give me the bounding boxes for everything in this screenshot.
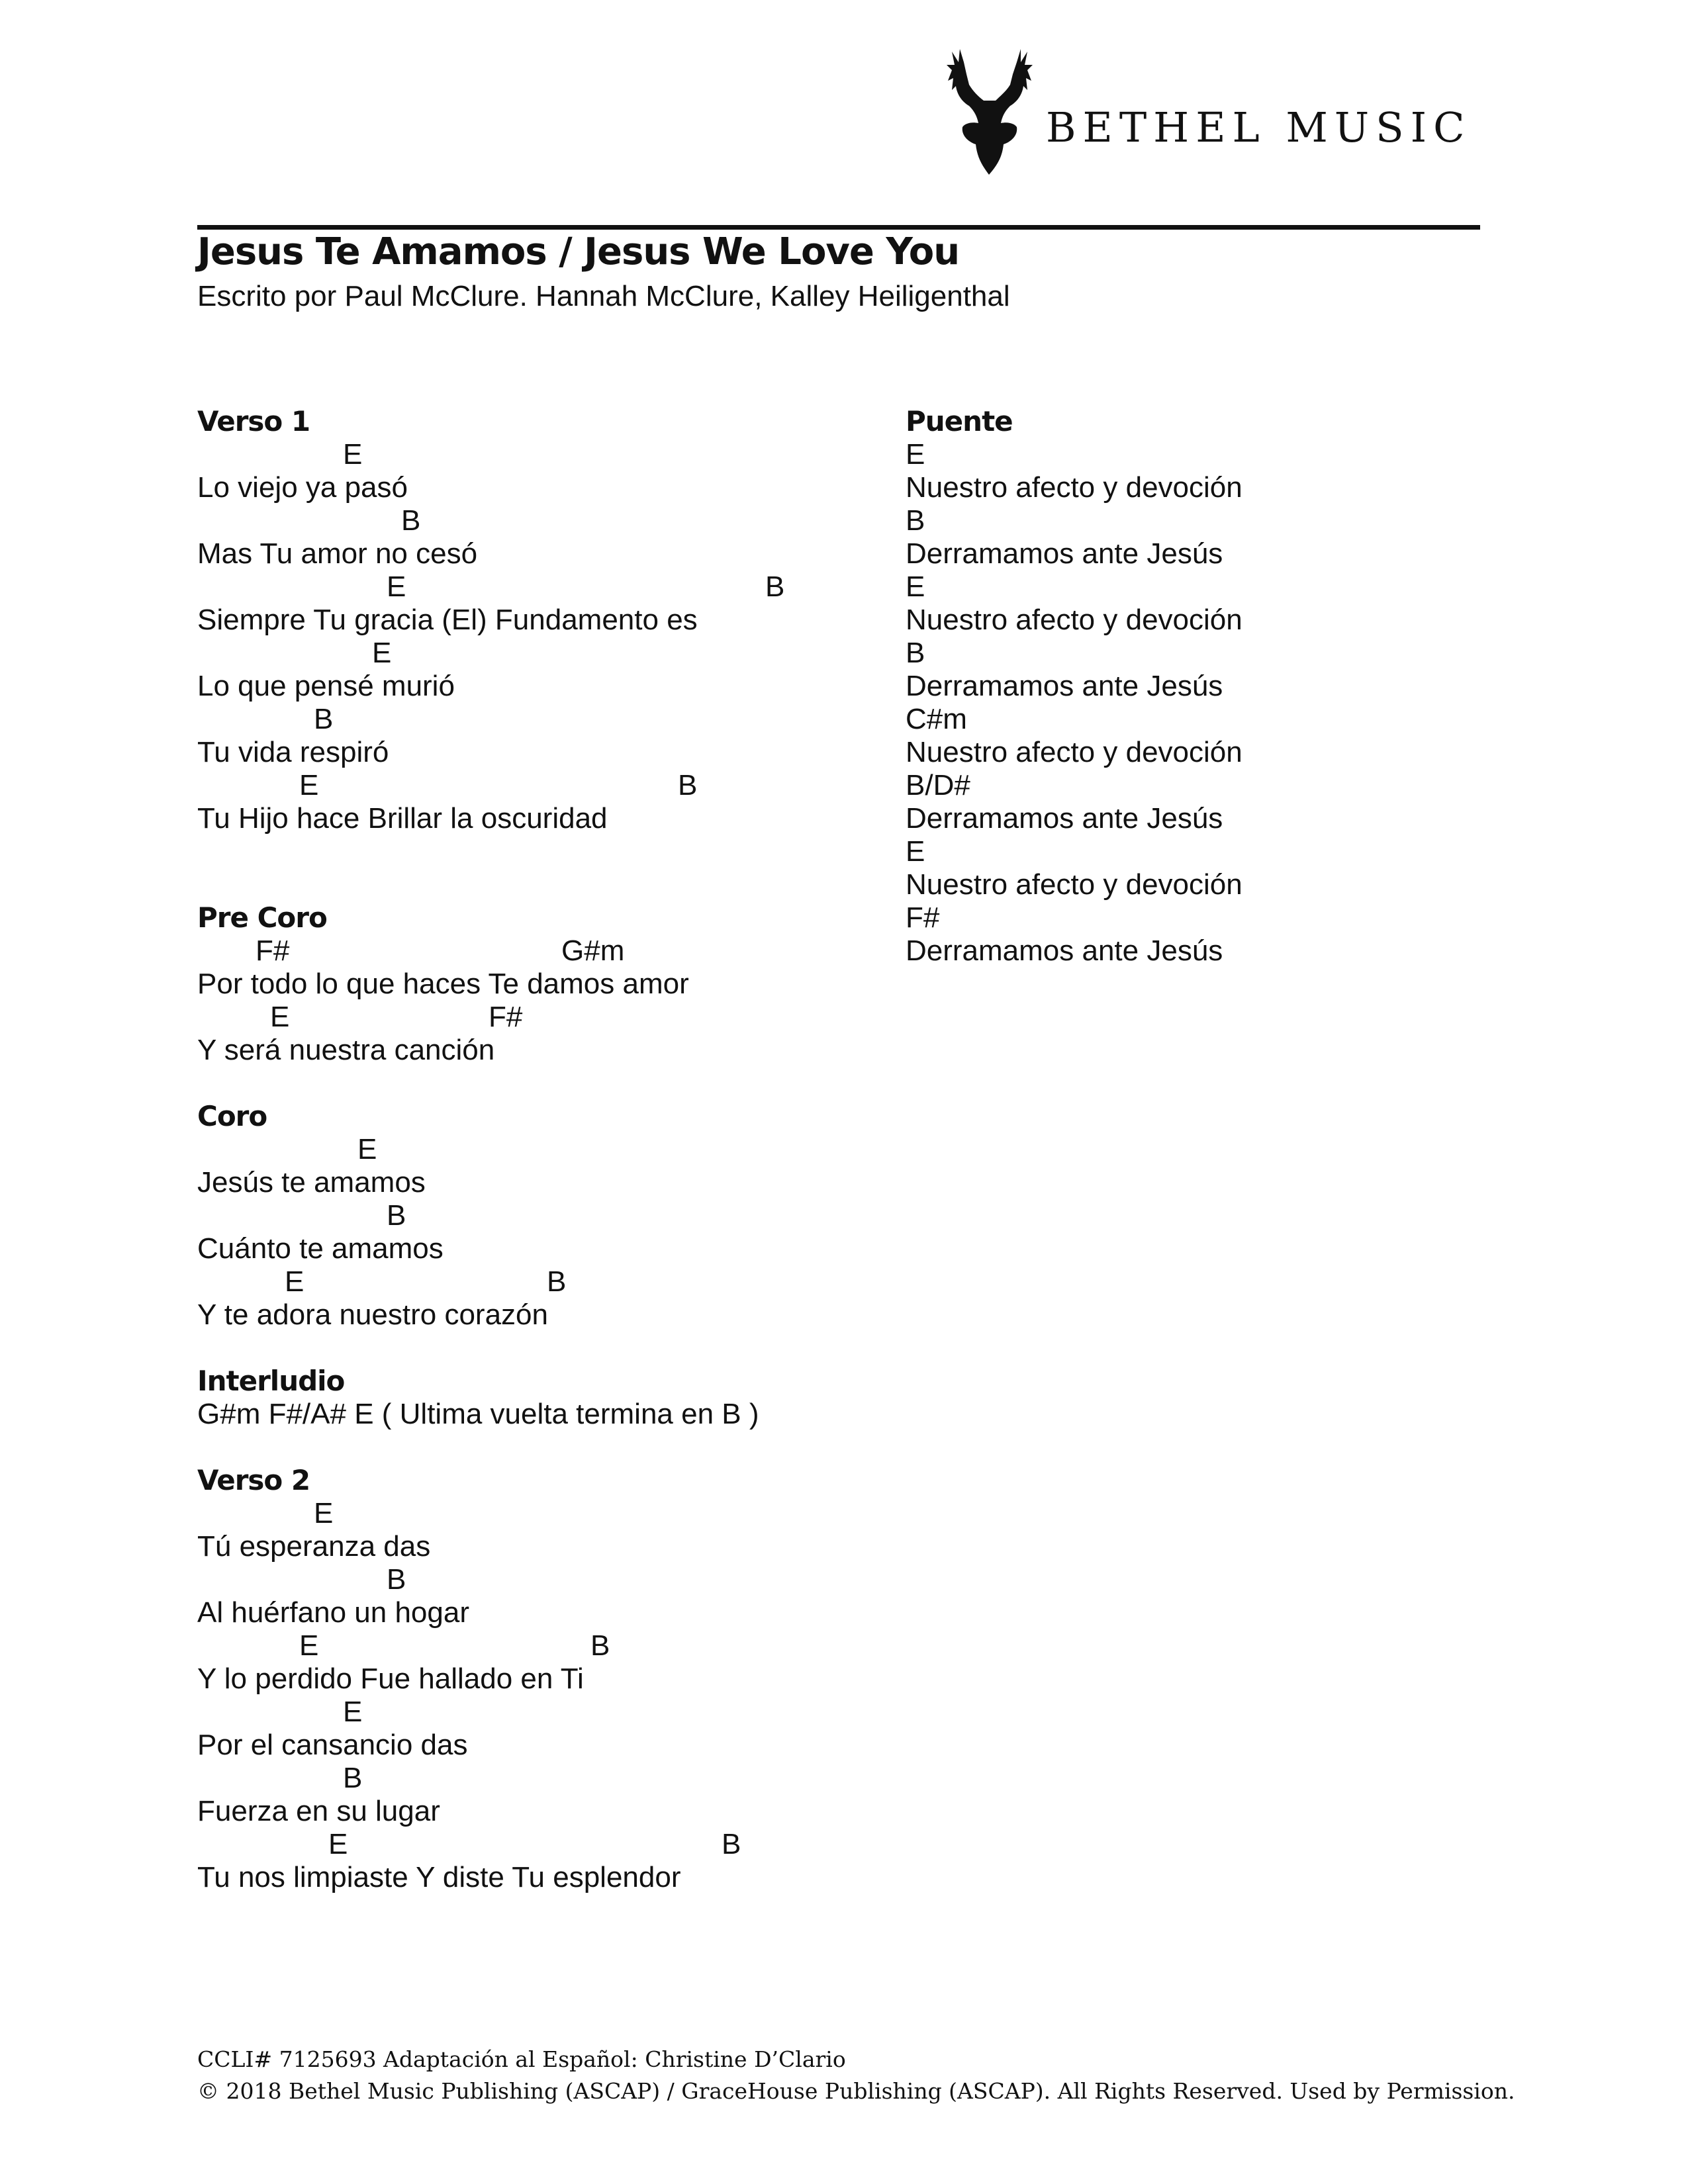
section-heading: Pre Coro [197,901,327,934]
chord: B [387,1199,406,1232]
lyric-line [197,1497,892,1563]
chord: E [270,1001,290,1033]
lyric-line [197,1696,892,1762]
lyric-text: Derramamos ante Jesús [906,537,1223,570]
lyric-text: Al huérfano un hogar [197,1596,469,1629]
chord: E [299,769,319,801]
chord: B [678,769,698,801]
chord: C#m [906,703,967,735]
song-title: Jesus Te Amamos / Jesus We Love You [197,230,960,273]
lyric-text: Nuestro afecto y devoción [906,604,1243,636]
chord: B/D# [906,769,970,801]
chord: E [387,570,406,603]
section-pre-coro [197,901,892,1067]
lyric-text: Por todo lo que haces Te damos amor [197,968,689,1000]
lyric-line [197,1001,892,1067]
section-heading: Interludio [197,1365,345,1397]
lyric-line [197,1629,892,1696]
lyric-line [906,570,1475,637]
chord-row [906,901,1475,934]
chord: B [590,1629,610,1662]
chord: B [401,504,421,537]
lyric-text: Tu Hijo hace Brillar la oscuridad [197,802,608,835]
chord-row [906,703,1475,736]
section-verso-2 [197,1464,892,1894]
section-heading: Verso 2 [197,1464,310,1496]
chord-row [197,504,892,537]
lyric-line [197,1828,892,1894]
lyric-line [197,703,892,769]
lyric-line [197,1133,892,1199]
lyric-text: Y te adora nuestro corazón [197,1298,548,1331]
chord: B [906,637,925,669]
chord-row [906,504,1475,537]
chord-row [197,1497,892,1530]
lyric-text: Mas Tu amor no cesó [197,537,478,570]
chord-row [197,703,892,736]
lyric-line [906,769,1475,835]
lyric-line [197,1563,892,1629]
chord: E [299,1629,319,1662]
copyright-line: © 2018 Bethel Music Publishing (ASCAP) / GraceHouse Publishing (ASCAP). All Rights Reserved. Used by Permission. [197,2078,1515,2104]
section-heading: Coro [197,1100,267,1132]
chord-row [906,769,1475,802]
chord: F# [906,901,940,934]
chord-row [197,1199,892,1232]
chord-row [197,934,892,968]
section-heading: Verso 1 [197,405,310,437]
lyric-text: Tu vida respiró [197,736,389,768]
lyric-text: Fuerza en su lugar [197,1795,440,1827]
chord: B [387,1563,406,1596]
chord: E [357,1133,377,1165]
chord: E [343,438,363,471]
chord: G#m [561,934,625,967]
chord: B [343,1762,363,1794]
chord-row [197,438,892,471]
lyric-line [197,438,892,504]
chord: F# [489,1001,523,1033]
lyric-text: Derramamos ante Jesús [906,670,1223,702]
lyric-line [197,1762,892,1828]
chord-row [197,570,892,604]
chord: E [314,1497,334,1529]
section-heading: Puente [906,405,1013,437]
brand-name: BETHEL MUSIC [1046,103,1472,152]
lyric-text: Derramamos ante Jesús [906,934,1223,967]
lyric-text: Y será nuestra canción [197,1034,495,1066]
chord: B [722,1828,741,1860]
chord-row [197,1133,892,1166]
chord-row [906,637,1475,670]
lyric-line [197,637,892,703]
lyric-line [906,504,1475,570]
chord-row [197,1563,892,1596]
chord-row [197,1828,892,1861]
lyric-line [906,835,1475,901]
song-authors: Escrito por Paul McClure. Hannah McClure, Kalley Heiligenthal [197,280,1010,312]
lyric-line [197,1199,892,1265]
left-column [197,405,892,1894]
chord-row [906,570,1475,604]
lyric-text: Lo viejo ya pasó [197,471,408,504]
interlude-chords: G#m F#/A# E ( Ultima vuelta termina en B ) [197,1398,759,1430]
chord-row [906,438,1475,471]
lyric-line [197,769,892,835]
chord: B [547,1265,567,1298]
bethel-music-logo [943,45,1472,177]
title-rule [197,225,1480,230]
lyric-text: Derramamos ante Jesús [906,802,1223,835]
chord: E [372,637,392,669]
chord: E [906,835,925,868]
section-verso-1 [197,405,892,835]
chord: E [906,438,925,471]
lyric-line [906,438,1475,504]
chord: B [314,703,334,735]
chord: E [328,1828,348,1860]
section-puente [906,405,1475,968]
stag-head-icon [943,45,1035,175]
lyric-line [906,637,1475,703]
right-column [906,405,1475,968]
chord-row [197,1762,892,1795]
lyric-text: Y lo perdido Fue hallado en Ti [197,1662,584,1695]
lyric-line [197,504,892,570]
lyric-text: Nuestro afecto y devoción [906,736,1243,768]
ccli-line: CCLI# 7125693 Adaptación al Español: Christine D’Clario [197,2046,846,2072]
chord-row [197,637,892,670]
lyric-line [906,703,1475,769]
lyric-text: Siempre Tu gracia (El) Fundamento es [197,604,698,636]
chord-row [197,1696,892,1729]
chord: E [906,570,925,603]
lyric-text: Lo que pensé murió [197,670,455,702]
lyric-text: Jesús te amamos [197,1166,426,1199]
chord-row [197,1001,892,1034]
section-coro [197,1100,892,1332]
chord-row [197,769,892,802]
lyric-line [197,1265,892,1332]
lyric-line [197,570,892,637]
section-interludio [197,1365,892,1431]
lyric-text: Nuestro afecto y devoción [906,471,1243,504]
chord-row [906,835,1475,868]
chord: E [343,1696,363,1728]
chord-row [197,1265,892,1298]
lyric-text: Tu nos limpiaste Y diste Tu esplendor [197,1861,681,1893]
lyric-line [906,901,1475,968]
chord-row [197,1629,892,1662]
chord: E [285,1265,305,1298]
lyric-line [197,934,892,1001]
lyric-text: Nuestro afecto y devoción [906,868,1243,901]
lyric-text: Tú esperanza das [197,1530,431,1563]
lyric-text: Por el cansancio das [197,1729,468,1761]
chord: B [906,504,925,537]
chord: F# [256,934,290,967]
chord: B [765,570,785,603]
lyric-text: Cuánto te amamos [197,1232,444,1265]
